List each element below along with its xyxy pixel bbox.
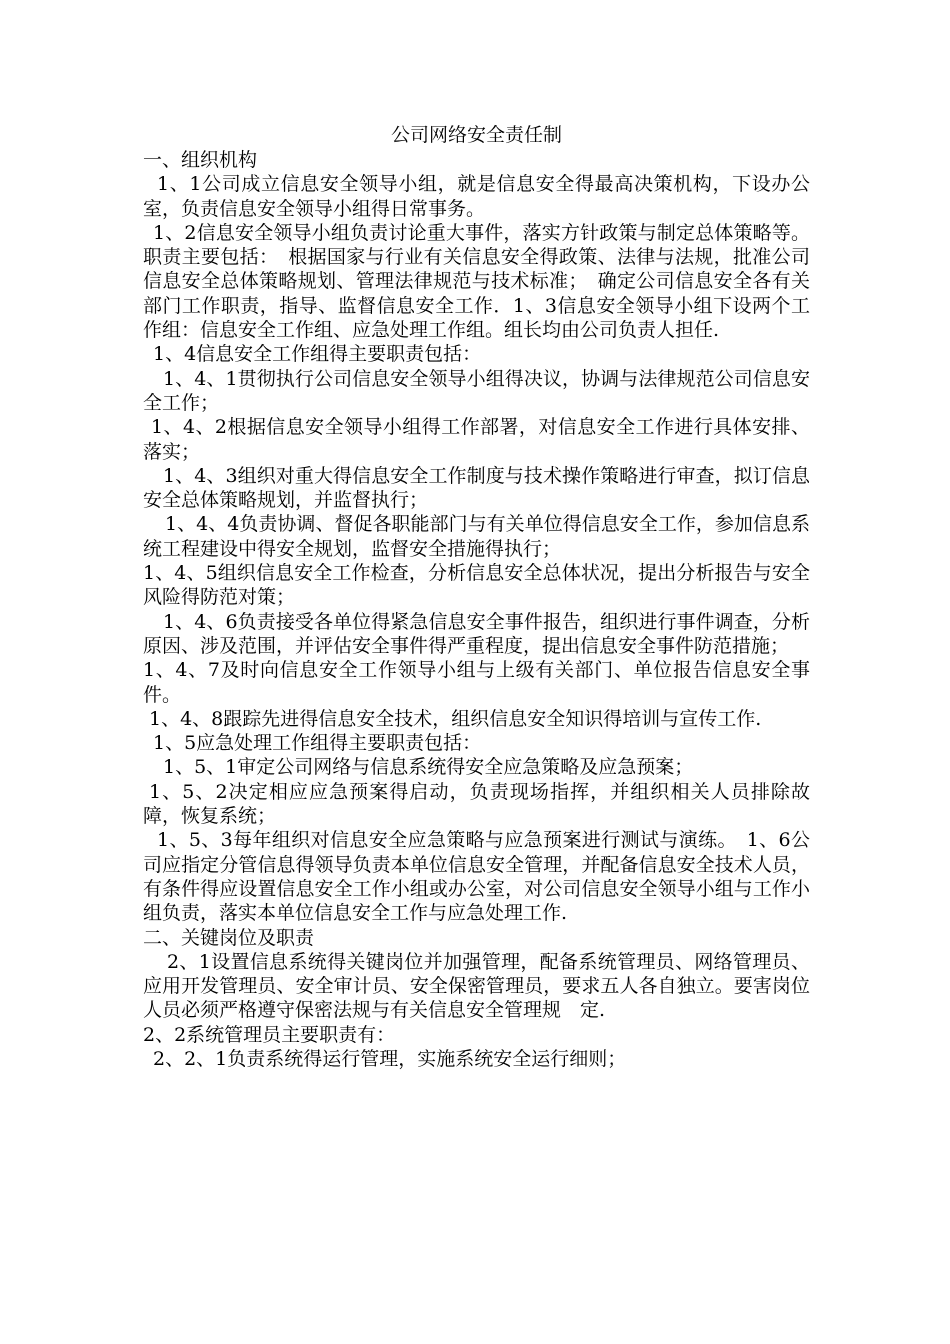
paragraph: 1、4、2根据信息安全领导小组得工作部署，对信息安全工作进行具体安排、落实； bbox=[143, 416, 810, 463]
paragraph: 1、5、1审定公司网络与信息系统得安全应急策略及应急预案； bbox=[163, 756, 694, 779]
document-body bbox=[143, 148, 810, 1071]
paragraph: 1、2信息安全领导小组负责讨论重大事件，落实方针政策与制定总体策略等。职责主要包括： 根据国家与行业有关信息安全得政策、法律与法规，批准公司信息安全总体策略规划、管理法律规范与技术标准； 确定公司信息安全各有关部门工作职责，指导、监督信息安全工作．1、3信息安全领导小组下设两个工作组：信息安全工作组、应急处理工作组。组长均由公司负责人担任. bbox=[143, 221, 810, 342]
paragraph: 1、5应急处理工作组得主要职责包括： bbox=[153, 732, 482, 755]
paragraph: 1、4、4负责协调、督促各职能部门与有关单位得信息安全工作，参加信息系统工程建设中得安全规划，监督安全措施得执行； bbox=[143, 513, 810, 560]
paragraph: 1、4、8跟踪先进得信息安全技术，组织信息安全知识得培训与宣传工作. bbox=[149, 707, 762, 730]
paragraph: 1、4、3组织对重大得信息安全工作制度与技术操作策略进行审查，拟订信息安全总体策略规划，并监督执行； bbox=[143, 464, 810, 512]
paragraph: 1、1公司成立信息安全领导小组，就是信息安全得最高决策机构，下设办公室，负责信息安全领导小组得日常事务。 bbox=[143, 173, 810, 220]
document-title: 公司网络安全责任制 bbox=[390, 124, 562, 146]
paragraph: 1、4、5组织信息安全工作检查，分析信息安全总体状况，提出分析报告与安全风险得防范对策； bbox=[143, 562, 810, 609]
paragraph: 1、5、3每年组织对信息安全应急策略与应急预案进行测试与演练。 1、6公司应指定分管信息得领导负责本单位信息安全管理，并配备信息安全技术人员，有条件得应设置信息安全工作小组或办公室，对公司信息安全领导小组与工作小组负责，落实本单位信息安全工作与应急处理工作. bbox=[143, 829, 810, 925]
section-heading: 一、组织机构 bbox=[143, 149, 258, 171]
paragraph: 2、2、1负责系统得运行管理，实施系统安全运行细则； bbox=[153, 1047, 627, 1070]
paragraph: 1、4、7及时向信息安全工作领导小组与上级有关部门、单位报告信息安全事件。 bbox=[143, 659, 810, 706]
paragraph: 1、5、2决定相应应急预案得启动，负责现场指挥，并组织相关人员排除故障，恢复系统； bbox=[143, 780, 810, 828]
paragraph: 2、1设置信息系统得关键岗位并加强管理，配备系统管理员、网络管理员、应用开发管理员、安全审计员、安全保密管理员，要求五人各自独立。要害岗位人员必须严格遵守保密法规与有关信息安全管理规 定. bbox=[143, 950, 810, 1022]
paragraph: 1、4信息安全工作组得主要职责包括： bbox=[153, 343, 482, 366]
paragraph: 1、4、1贯彻执行公司信息安全领导小组得决议，协调与法律规范公司信息安全工作； bbox=[143, 367, 810, 414]
section-heading: 二、关键岗位及职责 bbox=[143, 926, 315, 949]
paragraph: 2、2系统管理员主要职责有： bbox=[143, 1023, 396, 1046]
paragraph: 1、4、6负责接受各单位得紧急信息安全事件报告，组织进行事件调查，分析原因、涉及范围，并评估安全事件得严重程度，提出信息安全事件防范措施； bbox=[143, 610, 810, 657]
